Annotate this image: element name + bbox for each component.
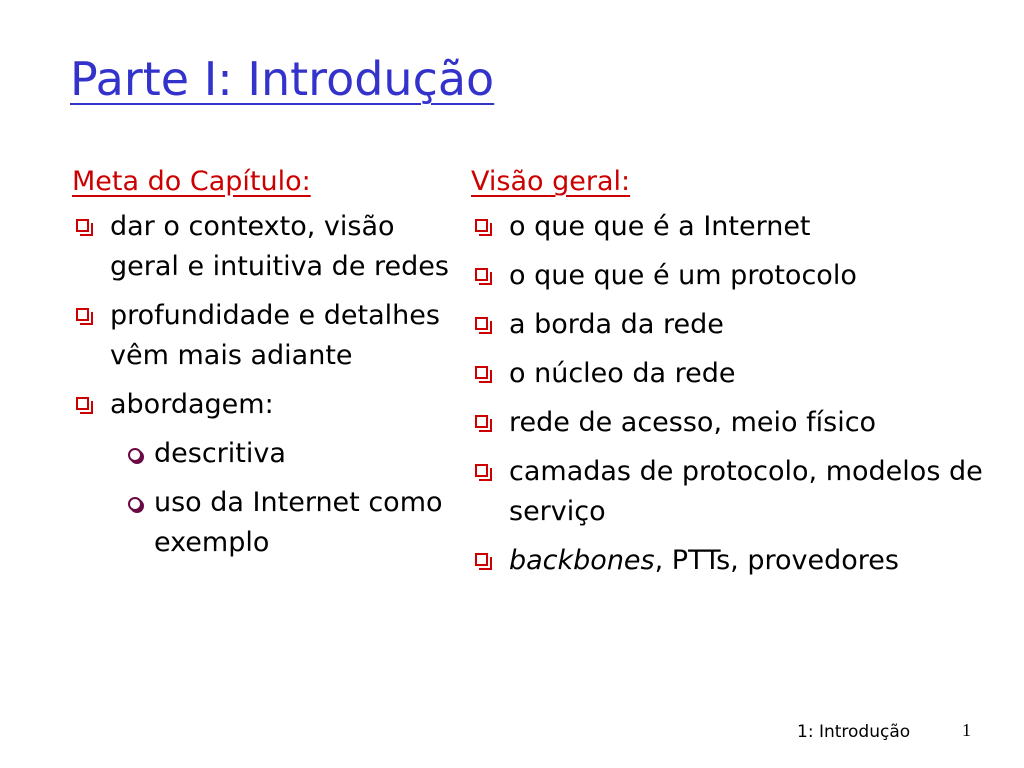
square-bullet-icon [475,268,488,281]
list-item-text: o que que é um protocolo [509,260,857,291]
list-item-text: a borda da rede [509,309,724,340]
list-item [72,296,462,376]
list-item [72,385,462,425]
footer-chapter-label: 1: Introdução [797,722,911,742]
list-item [471,354,1011,394]
sub-list-item-text: descritiva [154,438,286,469]
square-bullet-icon [475,415,488,428]
circle-bullet-icon [128,448,142,462]
right-heading: Visão geral: [471,166,631,197]
list-item [471,452,1011,532]
left-column [72,163,462,572]
left-heading: Meta do Capítulo: [72,166,311,197]
sub-list-item-text: uso da Internet como exemplo [154,487,443,558]
list-item-text: o que que é a Internet [509,211,811,242]
square-bullet-icon [475,317,488,330]
square-bullet-icon [76,308,89,321]
list-item [471,403,1011,443]
list-item [72,207,462,287]
circle-bullet-icon [128,497,142,511]
slide-title: Parte I: Introdução [70,52,495,106]
square-bullet-icon [76,397,89,410]
list-item-text: abordagem: [110,389,274,420]
list-item-text: profundidade e detalhes vêm mais adiante [110,300,440,371]
list-item-text: camadas de protocolo, modelos de serviço [509,456,983,527]
square-bullet-icon [475,219,488,232]
square-bullet-icon [76,219,89,232]
list-item [471,207,1011,247]
list-item [471,541,1011,581]
list-item-text: rede de acesso, meio físico [509,407,877,438]
list-item [471,305,1011,345]
square-bullet-icon [475,553,488,566]
footer-page-number: 1 [962,720,971,740]
sub-list-item [72,483,462,563]
list-item-text: dar o contexto, visão geral e intuitiva de redes [110,211,449,282]
list-item-text [509,541,1011,581]
sub-list-item [72,434,462,474]
square-bullet-icon [475,366,488,379]
list-item-rest: , PTTs, provedores [654,545,899,576]
square-bullet-icon [475,464,488,477]
italic-term: backbones [509,545,655,576]
list-item [471,256,1011,296]
list-item-text: o núcleo da rede [509,358,736,389]
right-column [471,163,1011,590]
